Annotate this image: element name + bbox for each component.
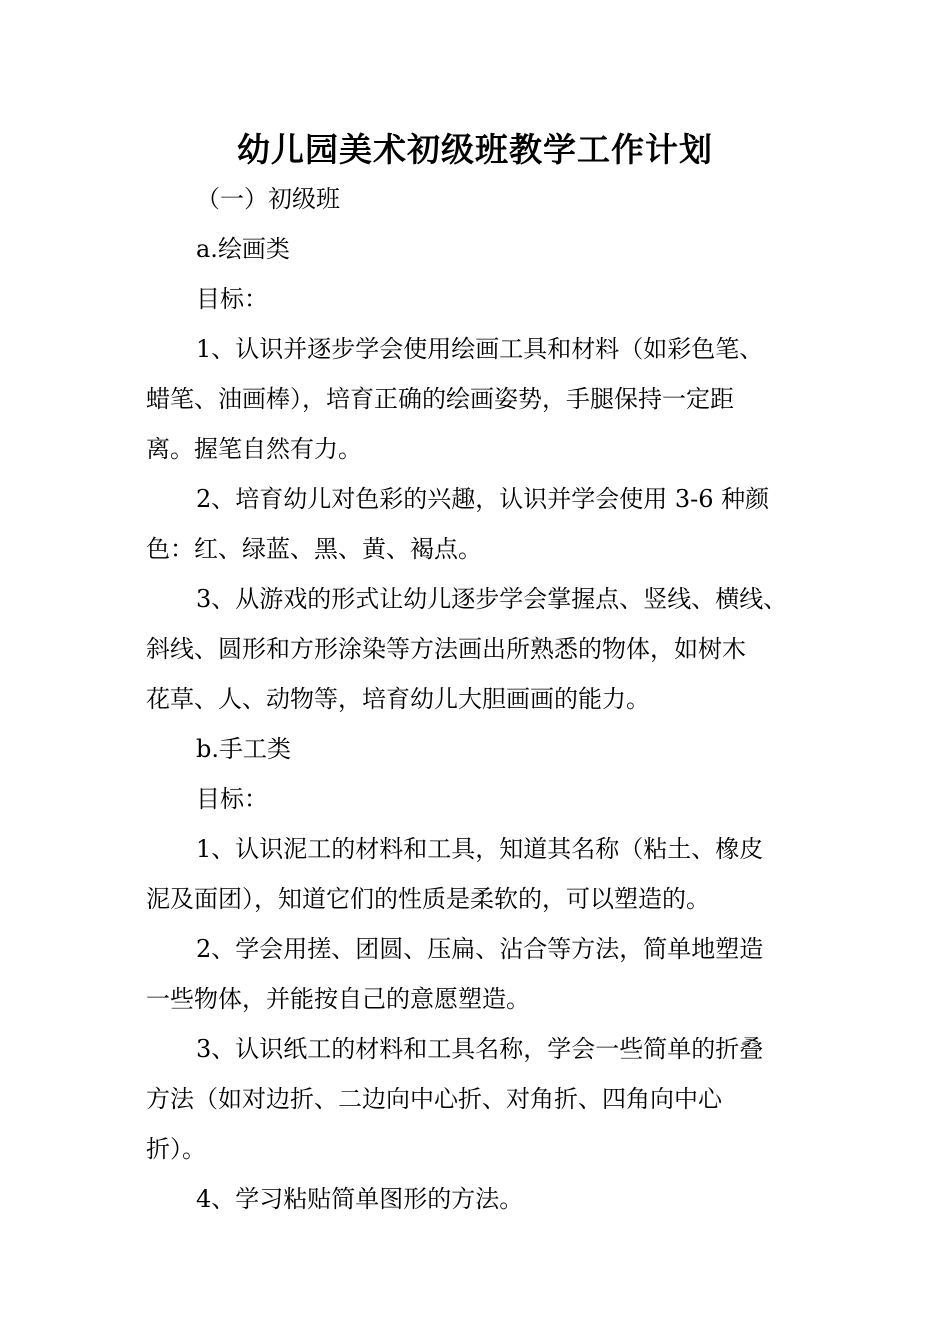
subsection-heading-handcraft: b.手工类 xyxy=(196,735,291,763)
subsection-heading-painting: a.绘画类 xyxy=(196,235,290,263)
paragraph-line: 4、学习粘贴简单图形的方法。 xyxy=(196,1185,524,1213)
paragraph-line: 3、认识纸工的材料和工具名称，学会一些简单的折叠 xyxy=(196,1035,764,1063)
paragraph-line: 一些物体，并能按自己的意愿塑造。 xyxy=(146,985,530,1013)
paragraph-line: 1、认识并逐步学会使用绘画工具和材料（如彩色笔、 xyxy=(196,335,764,363)
paragraph-line: 花草、人、动物等，培育幼儿大胆画画的能力。 xyxy=(146,685,650,713)
paragraph-line: 蜡笔、油画棒），培育正确的绘画姿势，手腿保持一定距 xyxy=(146,385,734,413)
paragraph-line: 折）。 xyxy=(146,1135,206,1163)
paragraph-line: 2、学会用搓、团圆、压扁、沾合等方法，简单地塑造 xyxy=(196,935,764,963)
paragraph-line: 色：红、绿蓝、黑、黄、褐点。 xyxy=(146,535,482,563)
paragraph-line: 离。握笔自然有力。 xyxy=(146,435,362,463)
paragraph-line: 斜线、圆形和方形涂染等方法画出所熟悉的物体，如树木 xyxy=(146,635,746,663)
section-heading-beginner-class: （一）初级班 xyxy=(196,185,340,213)
paragraph-line: 1、认识泥工的材料和工具，知道其名称（粘土、橡皮 xyxy=(196,835,764,863)
paragraph-line: 泥及面团），知道它们的性质是柔软的，可以塑造的。 xyxy=(146,885,710,913)
document-title: 幼儿园美术初级班教学工作计划 xyxy=(237,130,713,169)
goals-label: 目标： xyxy=(196,785,268,813)
paragraph-line: 2、培育幼儿对色彩的兴趣，认识并学会使用 3-6 种颜 xyxy=(196,485,770,513)
goals-label: 目标： xyxy=(196,285,268,313)
paragraph-line: 3、从游戏的形式让幼儿逐步学会掌握点、竖线、横线、 xyxy=(196,585,788,613)
paragraph-line: 方法（如对边折、二边向中心折、对角折、四角向中心 xyxy=(146,1085,722,1113)
